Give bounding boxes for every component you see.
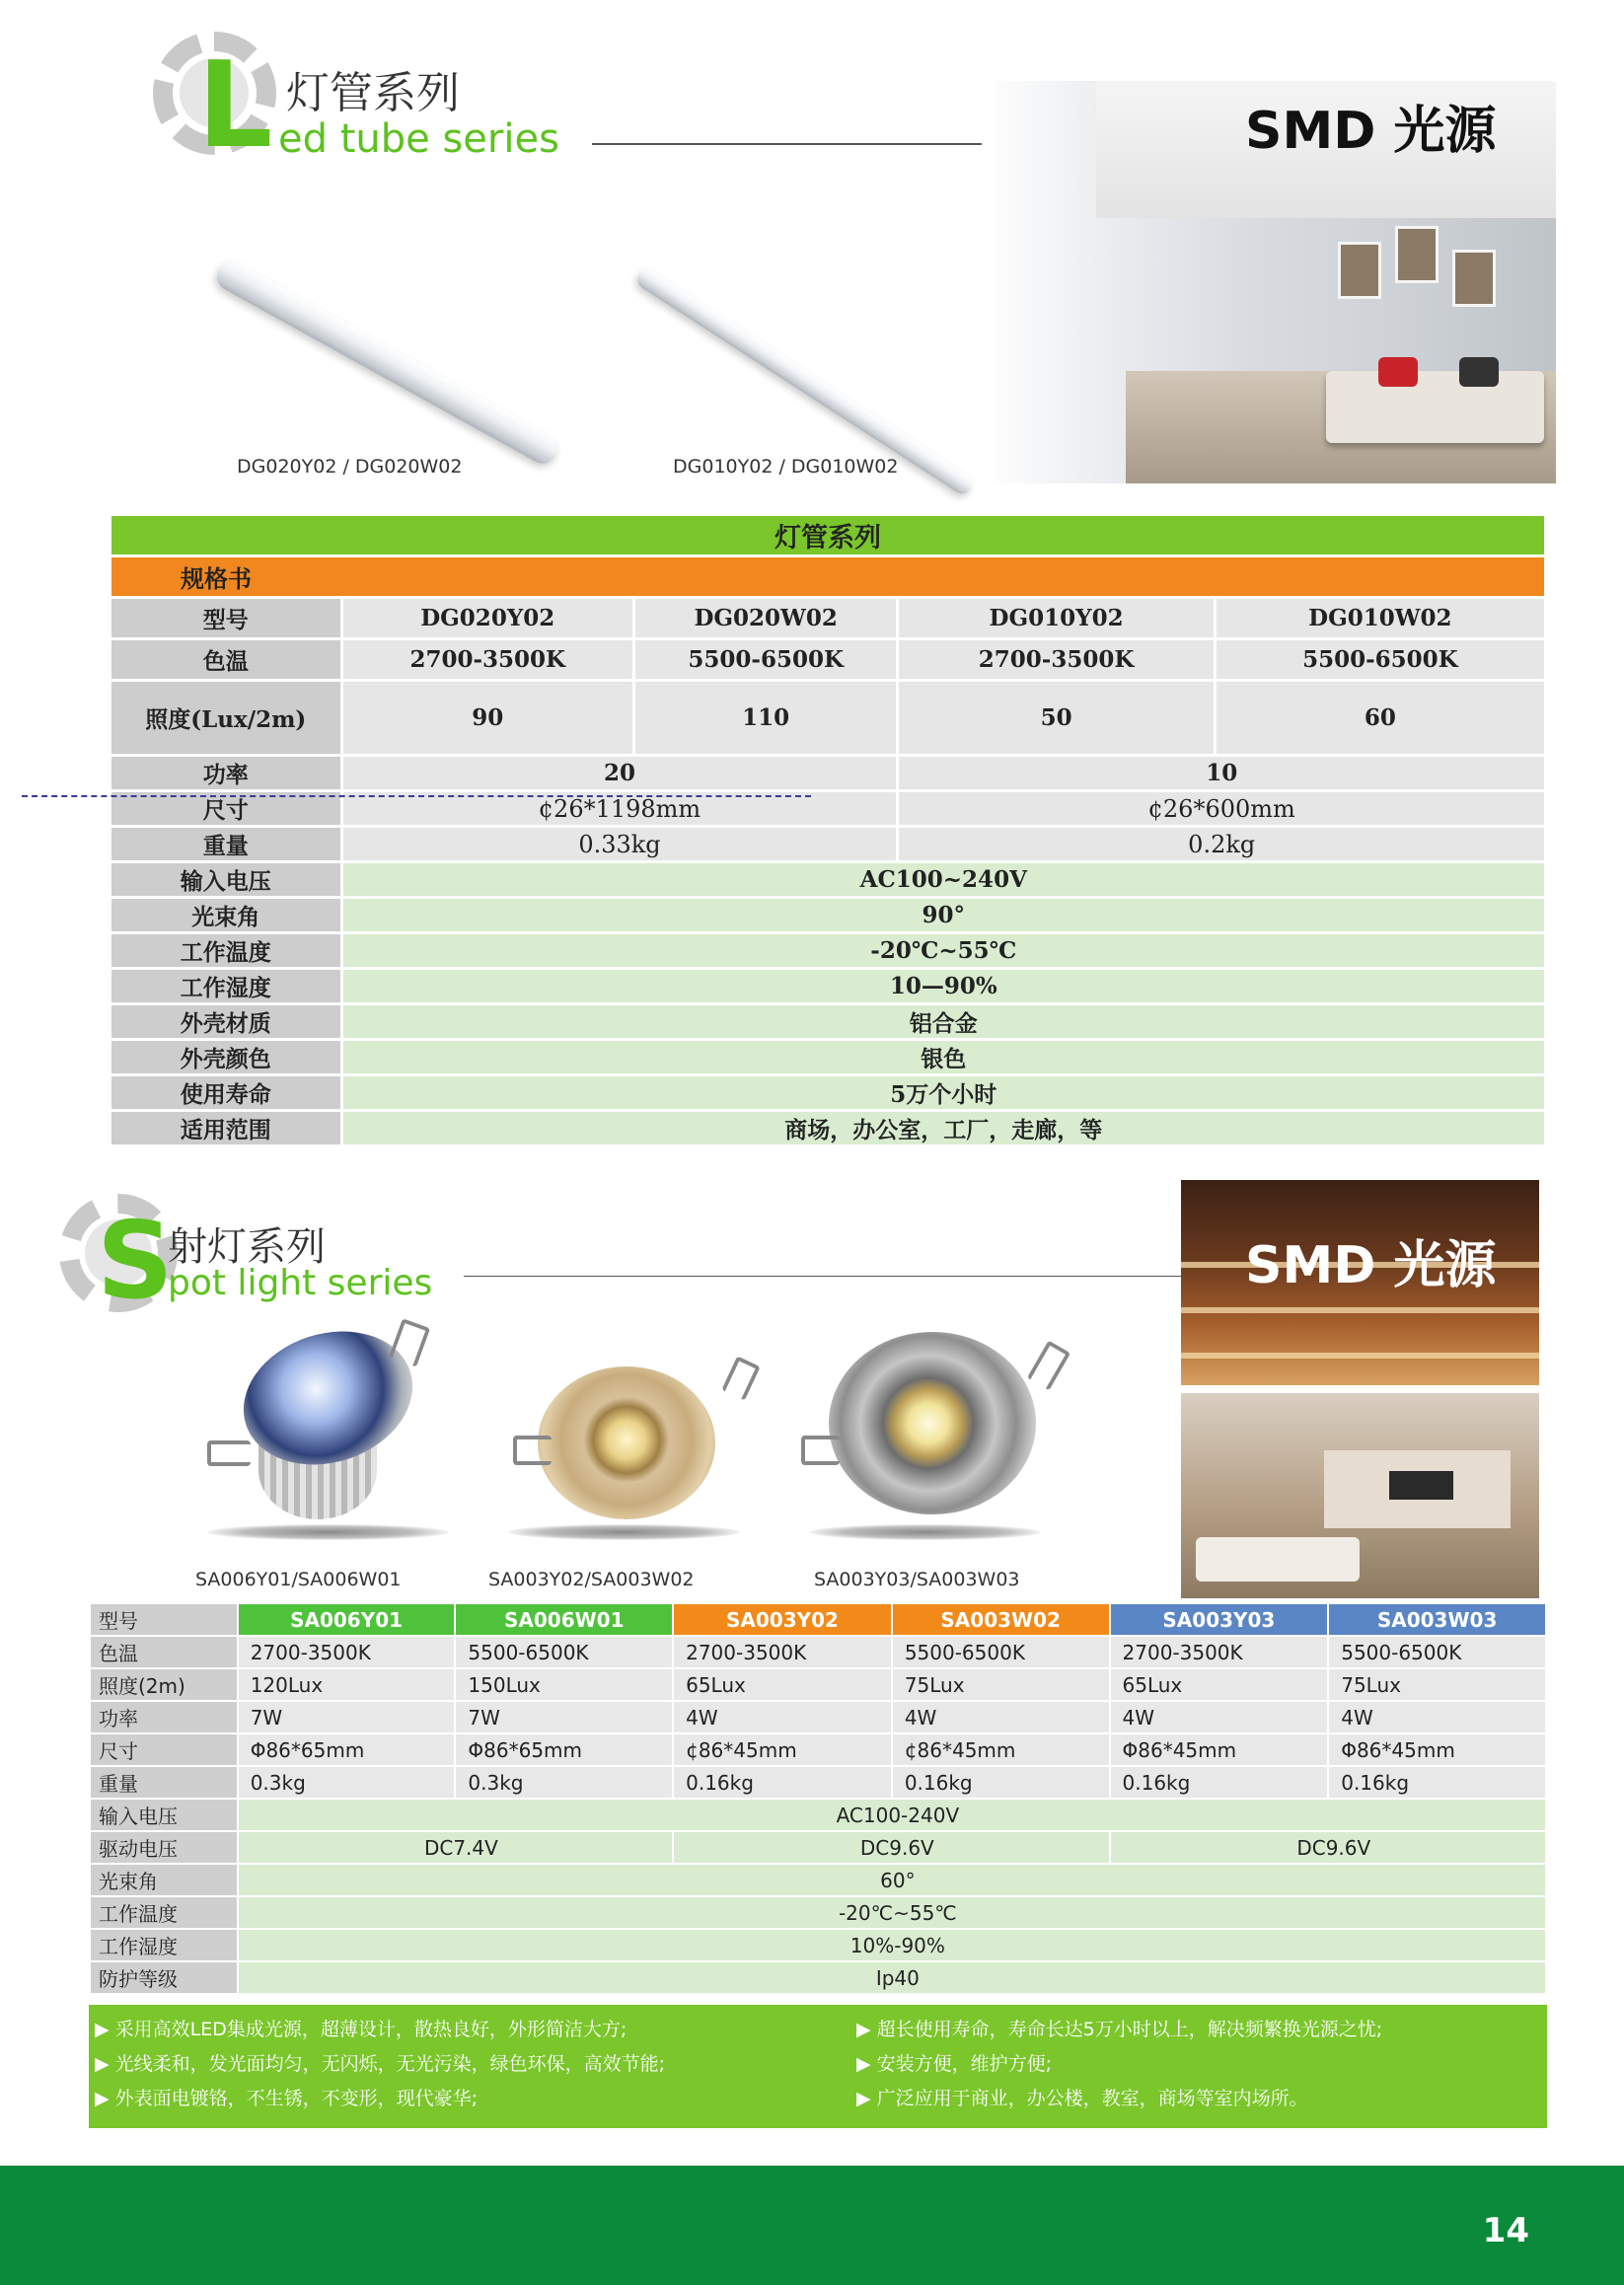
row-label: 输入电压 xyxy=(111,862,342,898)
spot-spec-table xyxy=(89,1602,1547,1995)
cct-cell: 2700-3500K xyxy=(673,1636,892,1668)
size-cell: Φ86*65mm xyxy=(238,1733,456,1766)
row-label: 光束角 xyxy=(90,1864,238,1896)
row-label: 尺寸 xyxy=(111,791,342,827)
power-cell: 4W xyxy=(1328,1701,1546,1733)
row-label: 输入电压 xyxy=(90,1799,238,1831)
power-cell: 10 xyxy=(898,756,1546,791)
row-label: 使用寿命 xyxy=(111,1075,342,1111)
cct-cell: 5500-6500K xyxy=(892,1636,1110,1668)
drive-cell: DC9.6V xyxy=(673,1831,1109,1864)
lux-cell: 110 xyxy=(633,681,898,756)
color-cell: 银色 xyxy=(341,1040,1545,1075)
temp-cell: -20℃~55℃ xyxy=(238,1896,1546,1929)
weight-cell: 0.3kg xyxy=(238,1766,456,1799)
feature-item: ▶ 广泛应用于商业，办公楼，教室，商场等室内场所。 xyxy=(856,2088,1308,2109)
beam-cell: 90° xyxy=(341,898,1545,933)
cct-cell: 2700-3500K xyxy=(238,1636,456,1668)
cct-cell: 5500-6500K xyxy=(633,639,898,681)
model-cell: DG020Y02 xyxy=(341,598,633,639)
size-cell: ¢26*600mm xyxy=(898,791,1546,827)
weight-cell: 0.3kg xyxy=(455,1766,673,1799)
drive-cell: DC7.4V xyxy=(238,1831,673,1864)
size-cell: Φ86*45mm xyxy=(1110,1733,1329,1766)
model-header: SA003W03 xyxy=(1328,1603,1546,1636)
model-header: SA003Y02 xyxy=(673,1603,892,1636)
row-label: 光束角 xyxy=(111,898,342,933)
page-footer xyxy=(0,2166,1624,2285)
row-label: 工作湿度 xyxy=(90,1929,238,1961)
product-caption: SA006Y01/SA006W01 xyxy=(195,1569,402,1590)
size-cell: ¢26*1198mm xyxy=(341,791,898,827)
feature-item: ▶ 超长使用寿命，寿命长达5万小时以上，解决频繁换光源之忧; xyxy=(856,2019,1383,2040)
row-label: 重量 xyxy=(90,1766,238,1799)
page-number: 14 xyxy=(1482,2211,1529,2250)
feature-item: ▶ 外表面电镀铬，不生锈，不变形，现代豪华; xyxy=(95,2088,479,2109)
lux-cell: 65Lux xyxy=(1110,1668,1329,1701)
model-cell: DG010W02 xyxy=(1215,598,1545,639)
row-label: 功率 xyxy=(90,1701,238,1733)
voltage-cell: AC100~240V xyxy=(341,862,1545,898)
material-cell: 铝合金 xyxy=(341,1004,1545,1040)
living-room-photo xyxy=(1181,1393,1539,1598)
weight-cell: 0.2kg xyxy=(898,827,1546,862)
model-cell: DG010Y02 xyxy=(898,598,1215,639)
scope-cell: 商场，办公室，工厂，走廊，等 xyxy=(341,1111,1545,1146)
product-caption: SA003Y03/SA003W03 xyxy=(814,1569,1020,1590)
section-divider xyxy=(464,1276,1184,1277)
temp-cell: -20℃~55℃ xyxy=(341,933,1545,969)
ip-cell: Ip40 xyxy=(238,1961,1546,1994)
lux-cell: 75Lux xyxy=(892,1668,1110,1701)
beam-cell: 60° xyxy=(238,1864,1546,1896)
row-label: 外壳材质 xyxy=(111,1004,342,1040)
row-label: 工作湿度 xyxy=(111,969,342,1004)
power-cell: 7W xyxy=(238,1701,456,1733)
power-cell: 7W xyxy=(455,1701,673,1733)
table-title: 灯管系列 xyxy=(111,515,1546,556)
model-cell: DG020W02 xyxy=(633,598,898,639)
lux-cell: 65Lux xyxy=(673,1668,892,1701)
weight-cell: 0.16kg xyxy=(1110,1766,1329,1799)
product-caption: SA003Y02/SA003W02 xyxy=(488,1569,695,1590)
row-label: 照度(Lux/2m) xyxy=(111,681,342,756)
row-label: 防护等级 xyxy=(90,1961,238,1994)
cct-cell: 2700-3500K xyxy=(1110,1636,1329,1668)
row-label: 驱动电压 xyxy=(90,1831,238,1864)
model-header: SA003W02 xyxy=(892,1603,1110,1636)
cct-cell: 5500-6500K xyxy=(455,1636,673,1668)
row-label: 外壳颜色 xyxy=(111,1040,342,1075)
row-label: 适用范围 xyxy=(111,1111,342,1146)
size-cell: Φ86*65mm xyxy=(455,1733,673,1766)
lux-cell: 90 xyxy=(341,681,633,756)
product-caption: DG010Y02 / DG010W02 xyxy=(673,456,899,478)
cct-cell: 5500-6500K xyxy=(1328,1636,1546,1668)
tube-spec-table xyxy=(109,513,1547,1147)
model-header: SA006W01 xyxy=(455,1603,673,1636)
model-header: SA006Y01 xyxy=(238,1603,456,1636)
weight-cell: 0.16kg xyxy=(673,1766,892,1799)
size-cell: ¢86*45mm xyxy=(673,1733,892,1766)
row-label: 色温 xyxy=(111,639,342,681)
row-label: 照度(2m) xyxy=(90,1668,238,1701)
section-title-cn: 射灯系列 xyxy=(168,1224,326,1270)
model-header: SA003Y03 xyxy=(1110,1603,1329,1636)
row-label: 重量 xyxy=(111,827,342,862)
section-title-en: pot light series xyxy=(168,1263,433,1303)
row-label: 色温 xyxy=(90,1636,238,1668)
power-cell: 4W xyxy=(673,1701,892,1733)
power-cell: 20 xyxy=(341,756,898,791)
feature-item: ▶ 光线柔和，发光面均匀，无闪烁，无光污染，绿色环保，高效节能; xyxy=(95,2053,666,2075)
weight-cell: 0.16kg xyxy=(1328,1766,1546,1799)
product-caption: DG020Y02 / DG020W02 xyxy=(237,456,463,478)
lux-cell: 75Lux xyxy=(1328,1668,1546,1701)
section-letter: L xyxy=(197,37,273,175)
row-label: 型号 xyxy=(111,598,342,639)
section-letter: S xyxy=(97,1200,174,1323)
cct-cell: 5500-6500K xyxy=(1215,639,1545,681)
spec-heading: 规格书 xyxy=(111,556,1546,598)
led-tube-image xyxy=(212,257,563,469)
features-box xyxy=(89,2005,1547,2128)
power-cell: 4W xyxy=(892,1701,1110,1733)
section-title-cn: 灯管系列 xyxy=(286,68,460,118)
lux-cell: 120Lux xyxy=(238,1668,456,1701)
humid-cell: 10—90% xyxy=(341,969,1545,1004)
row-label: 功率 xyxy=(111,756,342,791)
feature-item: ▶ 采用高效LED集成光源，超薄设计，散热良好，外形简洁大方; xyxy=(95,2019,627,2040)
power-cell: 4W xyxy=(1110,1701,1329,1733)
row-label: 工作温度 xyxy=(111,933,342,969)
size-cell: Φ86*45mm xyxy=(1328,1733,1546,1766)
smd-label: SMD 光源 xyxy=(1245,102,1497,161)
dashed-guide-line xyxy=(22,795,811,797)
lux-cell: 60 xyxy=(1215,681,1545,756)
drive-cell: DC9.6V xyxy=(1110,1831,1546,1864)
weight-cell: 0.16kg xyxy=(892,1766,1110,1799)
humid-cell: 10%-90% xyxy=(238,1929,1546,1961)
weight-cell: 0.33kg xyxy=(341,827,898,862)
cct-cell: 2700-3500K xyxy=(898,639,1215,681)
voltage-cell: AC100-240V xyxy=(238,1799,1546,1831)
row-label: 型号 xyxy=(90,1603,238,1636)
section-title-en: ed tube series xyxy=(278,116,559,162)
lux-cell: 150Lux xyxy=(455,1668,673,1701)
lux-cell: 50 xyxy=(898,681,1215,756)
feature-item: ▶ 安装方便，维护方便; xyxy=(856,2053,1053,2075)
row-label: 工作温度 xyxy=(90,1896,238,1929)
cct-cell: 2700-3500K xyxy=(341,639,633,681)
size-cell: ¢86*45mm xyxy=(892,1733,1110,1766)
life-cell: 5万个小时 xyxy=(341,1075,1545,1111)
row-label: 尺寸 xyxy=(90,1733,238,1766)
smd-label: SMD 光源 xyxy=(1245,1236,1497,1295)
